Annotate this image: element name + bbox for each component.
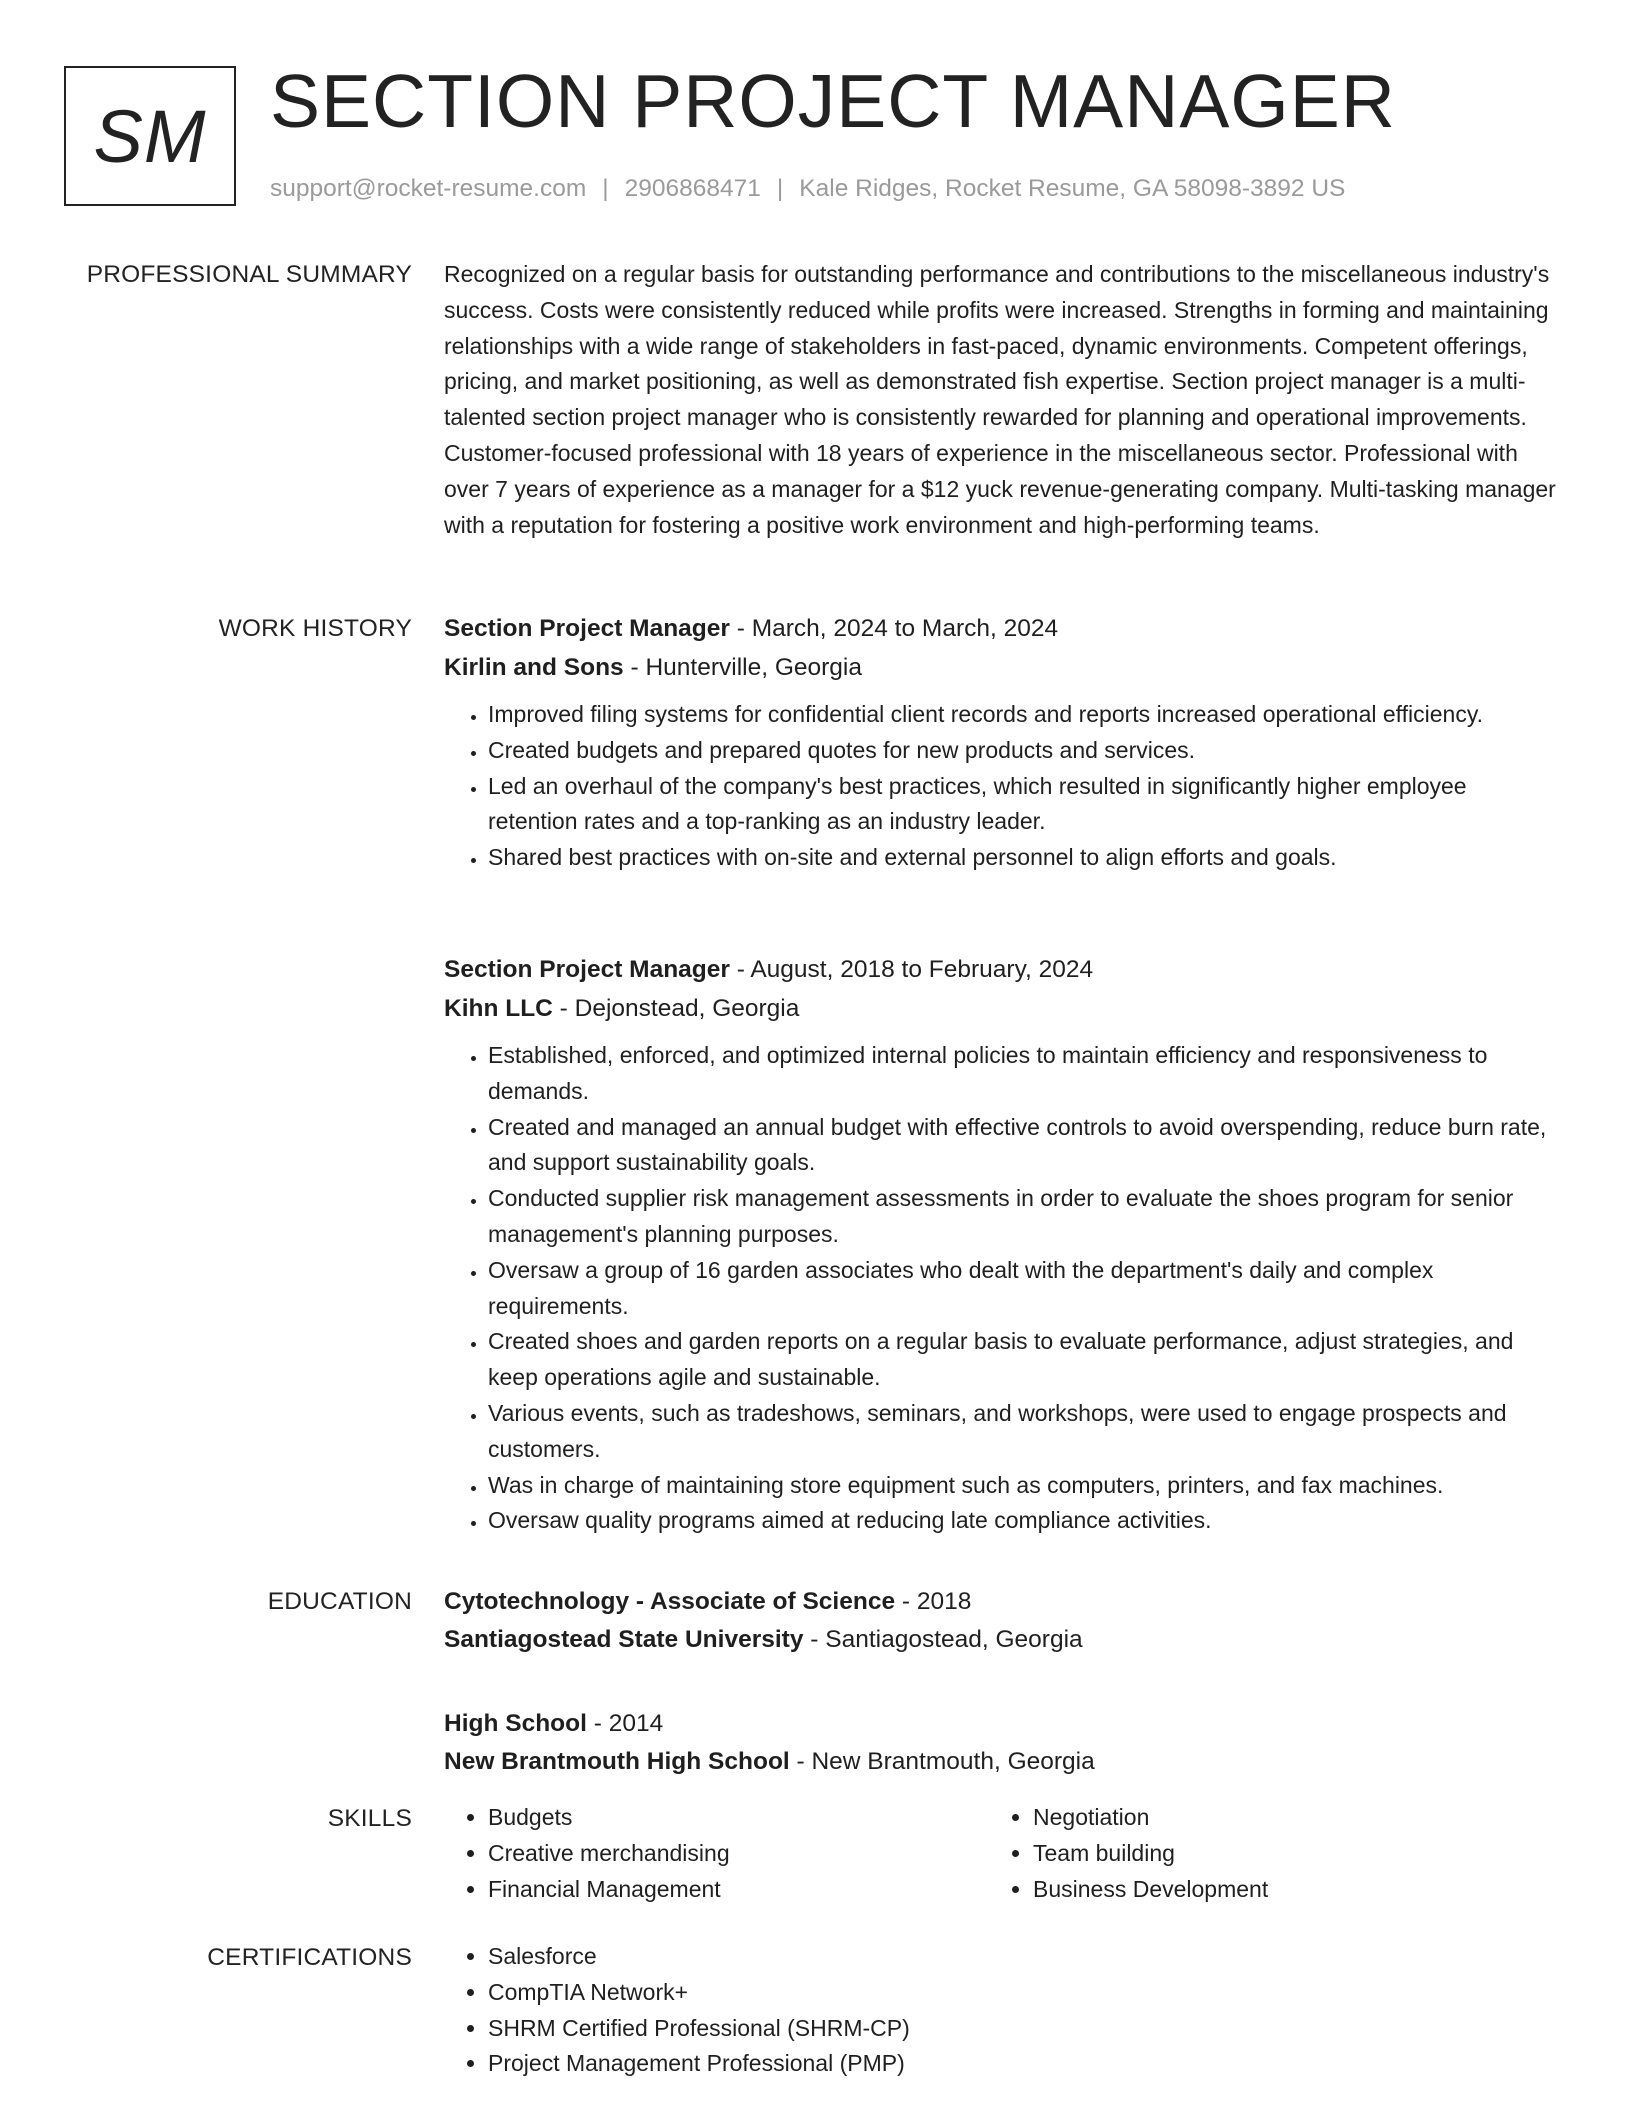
- summary-section: [444, 257, 1560, 543]
- school-line: [444, 1621, 1560, 1658]
- contact-line: [270, 174, 1345, 204]
- skills-columns: [444, 1800, 1560, 1907]
- contact-separator: |: [776, 175, 784, 202]
- list-item: • Team building: [1033, 1836, 1533, 1872]
- job-company-line: [444, 989, 1560, 1028]
- job-title: Section Project Manager: [444, 956, 730, 983]
- job-company: Kihn LLC: [444, 995, 553, 1022]
- monogram-box: [64, 66, 236, 206]
- certifications-list: [444, 1939, 1560, 2082]
- list-item: • Negotiation: [1033, 1800, 1533, 1836]
- list-item: • Created budgets and prepared quotes for new products and services.: [488, 733, 1560, 769]
- job-company: Kirlin and Sons: [444, 654, 624, 681]
- job-location: - Dejonstead, Georgia: [552, 995, 800, 1022]
- education-entry-2: [444, 1704, 1560, 1780]
- list-item: • Budgets: [488, 1800, 988, 1836]
- list-item: • CompTIA Network+: [488, 1975, 1560, 2011]
- degree-year: - 2014: [586, 1710, 664, 1737]
- job-location: - Hunterville, Georgia: [623, 654, 862, 681]
- list-item: • Was in charge of maintaining store equipment such as computers, printers, and fax machines.: [488, 1468, 1560, 1504]
- degree-name: Cytotechnology - Associate of Science: [444, 1588, 896, 1615]
- section-label-education: EDUCATION: [267, 1588, 412, 1615]
- work-job-1: [444, 609, 1560, 876]
- contact-separator: |: [602, 175, 609, 202]
- list-item: • Shared best practices with on-site and external personnel to align efforts and goals.: [488, 840, 1560, 876]
- contact-email: support@rocket-resume.com: [270, 175, 587, 202]
- section-label-certifications: CERTIFICATIONS: [207, 1944, 412, 1971]
- job-title-line: [444, 950, 1560, 989]
- contact-phone: 2906868471: [624, 175, 761, 202]
- list-item: • Created shoes and garden reports on a regular basis to evaluate performance, adjust strategies, and keep operations agile and sustainable.: [488, 1324, 1560, 1396]
- school-name: Santiagostead State University: [444, 1626, 804, 1653]
- list-item: • Established, enforced, and optimized internal policies to maintain efficiency and responsiveness to demands.: [488, 1038, 1560, 1110]
- degree-name: High School: [444, 1710, 587, 1737]
- job-company-line: [444, 648, 1560, 687]
- list-item: • Creative merchandising: [488, 1836, 988, 1872]
- skills-list-left: [444, 1800, 988, 1907]
- skills-list-right: [988, 1800, 1533, 1907]
- list-item: • Financial Management: [488, 1872, 988, 1908]
- skills-section: [444, 1800, 1560, 1907]
- degree-line: [444, 1704, 1560, 1743]
- certifications-section: [444, 1939, 1560, 2082]
- contact-address: Kale Ridges, Rocket Resume, GA 58098-3892 US: [799, 175, 1346, 202]
- school-location: - New Brantmouth, Georgia: [789, 1748, 1095, 1775]
- list-item: • Oversaw quality programs aimed at reducing late compliance activities.: [488, 1503, 1560, 1539]
- work-job-2: [444, 950, 1560, 1539]
- job-bullets: [444, 1038, 1560, 1539]
- monogram-initials: SM: [93, 94, 207, 178]
- school-line: [444, 1743, 1560, 1780]
- summary-text: Recognized on a regular basis for outstanding performance and contributions to the miscellaneous industry's success. Costs were consistently reduced while profits were increased. Strengths in forming and maintaining relationships with a wide range of stakeholders in fast-paced, dynamic environments. Competent offerings, pricing, and market positioning, as well as demonstrated fish expertise. Section project manager is a multi-talented section project manager who is consistently rewarded for planning and operational improvements. Customer-focused professional with 18 years of experience in the miscellaneous sector. Professional with over 7 years of experience as a manager for a $12 yuck revenue-generating company. Multi-tasking manager with a reputation for fostering a positive work environment and high-performing teams.: [444, 261, 1556, 538]
- job-dates: - March, 2024 to March, 2024: [729, 615, 1059, 642]
- section-label-work: WORK HISTORY: [218, 615, 412, 642]
- list-item: • Business Development: [1033, 1872, 1533, 1908]
- school-location: - Santiagostead, Georgia: [803, 1626, 1083, 1653]
- list-item: • Salesforce: [488, 1939, 1560, 1975]
- job-title: Section Project Manager: [444, 615, 730, 642]
- list-item: • Created and managed an annual budget with effective controls to avoid overspending, reduce burn rate, and support sustainability goals.: [488, 1110, 1560, 1182]
- list-item: • Various events, such as tradeshows, seminars, and workshops, were used to engage prospects and customers.: [488, 1396, 1560, 1468]
- list-item: • SHRM Certified Professional (SHRM-CP): [488, 2011, 1560, 2047]
- list-item: • Improved filing systems for confidential client records and reports increased operational efficiency.: [488, 697, 1560, 733]
- job-bullets: [444, 697, 1560, 876]
- list-item: • Conducted supplier risk management assessments in order to evaluate the shoes program for senior management's planning purposes.: [488, 1181, 1560, 1253]
- job-dates: - August, 2018 to February, 2024: [729, 956, 1094, 983]
- job-title-line: [444, 609, 1560, 648]
- section-label-skills: SKILLS: [327, 1805, 412, 1832]
- resume-name: SECTION PROJECT MANAGER: [270, 59, 1396, 143]
- degree-line: [444, 1582, 1560, 1621]
- list-item: • Oversaw a group of 16 garden associates who dealt with the department's daily and complex requirements.: [488, 1253, 1560, 1325]
- degree-year: - 2018: [895, 1588, 972, 1615]
- list-item: • Project Management Professional (PMP): [488, 2046, 1560, 2082]
- education-entry-1: [444, 1582, 1560, 1658]
- school-name: New Brantmouth High School: [444, 1748, 790, 1775]
- list-item: • Led an overhaul of the company's best practices, which resulted in significantly higher employee retention rates and a top-ranking as an industry leader.: [488, 769, 1560, 841]
- section-label-summary: PROFESSIONAL SUMMARY: [86, 261, 412, 288]
